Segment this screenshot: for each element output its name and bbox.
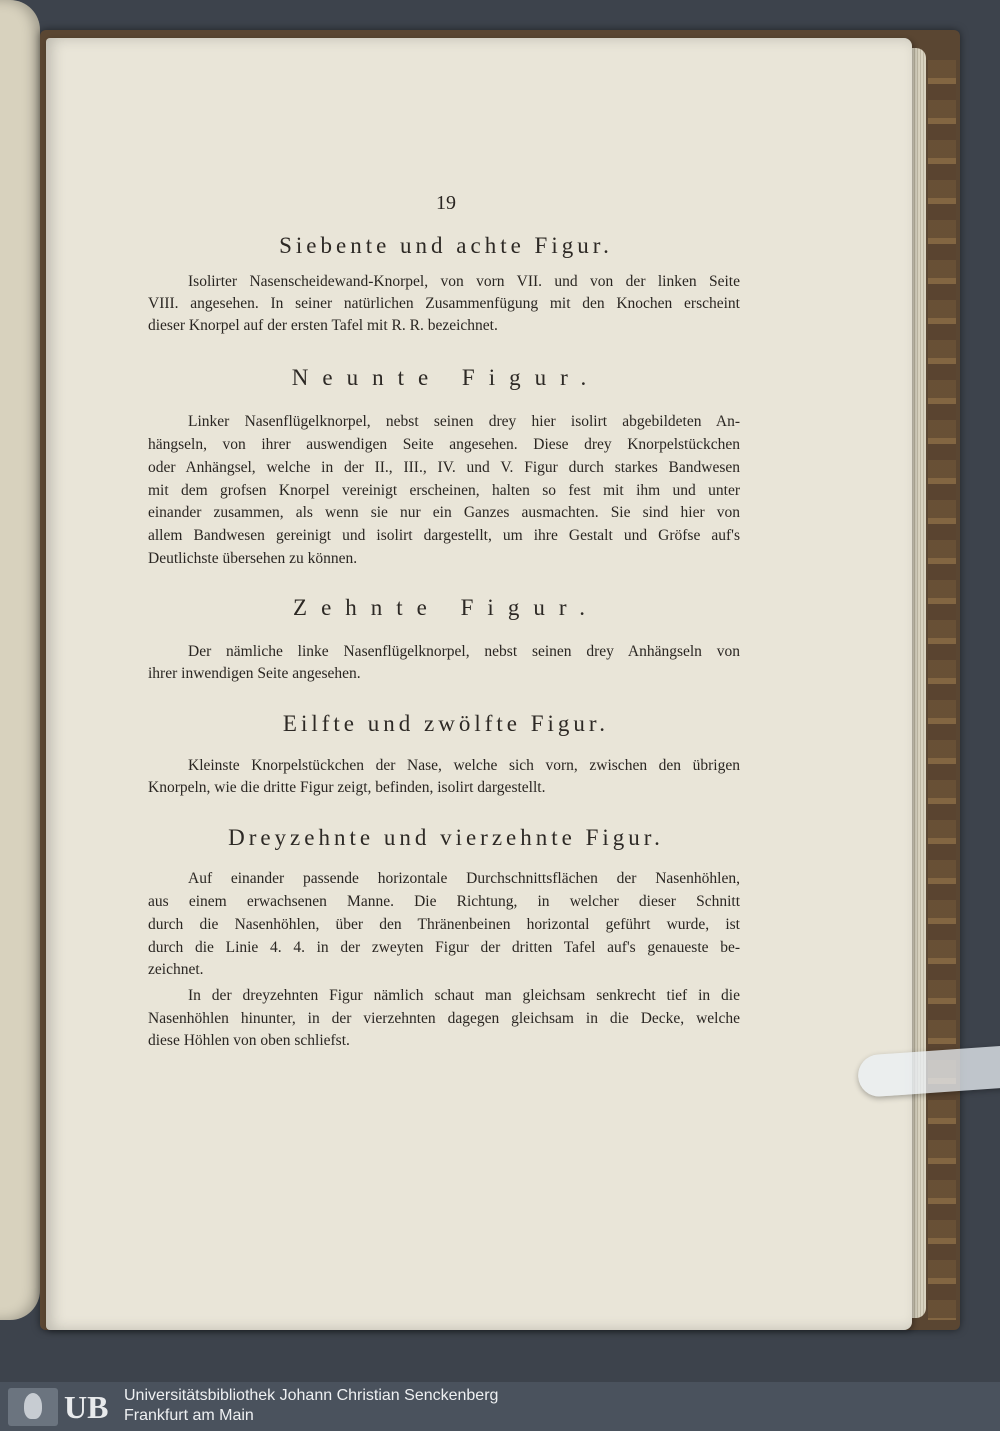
body-line: Kleinste Knorpelstückchen der Nase, welche sich vorn, zwischen den übrigen (188, 757, 740, 774)
body-line: In der dreyzehnten Figur nämlich schaut man gleichsam senkrecht tief in die (188, 987, 740, 1004)
section-heading: Zehnte Figur. (293, 595, 599, 620)
body-line: oder Anhängsel, welche in der II., III., IV. und V. Figur durch starkes Bandwesen (148, 459, 740, 476)
library-location: Frankfurt am Main (124, 1407, 254, 1424)
body-line: durch die Linie 4. 4. in der zweyten Figur der dritten Tafel auf's genaueste be- (148, 939, 740, 956)
body-line: Auf einander passende horizontale Durchschnittsflächen der Nasenhöhlen, (188, 870, 740, 887)
section-heading: Eilfte und zwölfte Figur. (282, 711, 610, 736)
body-line: Der nämliche linke Nasenflügelknorpel, nebst seinen drey Anhängseln von (188, 643, 740, 660)
section-heading: Neunte Figur. (291, 365, 601, 390)
body-line: einander zusammen, als wenn sie nur ein Ganzes ausmachten. Sie sind hier von (148, 504, 740, 521)
body-line: hängseln, von ihrer auswendigen Seite angesehen. Diese drey Knorpelstückchen (148, 436, 740, 453)
body-line: Deutlichste übersehen zu können. (148, 550, 358, 567)
body-line: aus einem erwachsenen Manne. Die Richtung, in welcher dieser Schnitt (148, 893, 740, 910)
section-heading: Siebente und achte Figur. (279, 233, 613, 258)
page-number: 19 (436, 192, 456, 214)
library-name: Universitätsbibliothek Johann Christian Senckenberg (124, 1387, 499, 1404)
body-line: Isolirter Nasenscheidewand-Knorpel, von vorn VII. und von der linken Seite (188, 273, 740, 290)
section-heading: Dreyzehnte und vierzehnte Figur. (228, 825, 664, 850)
body-line: durch die Nasenhöhlen, über den Thränenbeinen horizontal geführt wurde, ist (148, 916, 740, 933)
library-logo[interactable] (8, 1388, 118, 1426)
body-line: VIII. angesehen. In seiner natürlichen Zusammenfügung mit den Knochen erscheint (148, 295, 740, 312)
body-line: Linker Nasenflügelknorpel, nebst seinen drey hier isolirt abgebildeten An- (188, 413, 740, 430)
body-line: diese Höhlen von oben schliefst. (148, 1032, 350, 1049)
body-line: zeichnet. (148, 961, 204, 978)
logo-text: UB (64, 1389, 109, 1425)
portrait-icon (8, 1388, 58, 1426)
library-footer-bar (0, 1382, 1000, 1431)
body-line: Knorpeln, wie die dritte Figur zeigt, befinden, isolirt dargestellt. (148, 779, 546, 796)
body-line: mit dem grofsen Knorpel vereinigt erscheinen, halten so fest mit ihm und unter (148, 482, 740, 499)
body-line: allem Bandwesen gereinigt und isolirt dargestellt, um ihre Gestalt und Gröfse auf's (148, 527, 740, 544)
body-line: dieser Knorpel auf der ersten Tafel mit R. R. bezeichnet. (148, 317, 498, 334)
body-line: ihrer inwendigen Seite angesehen. (148, 665, 361, 682)
spine-ornament (928, 60, 956, 1320)
body-line: Nasenhöhlen hinunter, in der vierzehnten dagegen gleichsam in die Decke, welche (148, 1010, 740, 1027)
